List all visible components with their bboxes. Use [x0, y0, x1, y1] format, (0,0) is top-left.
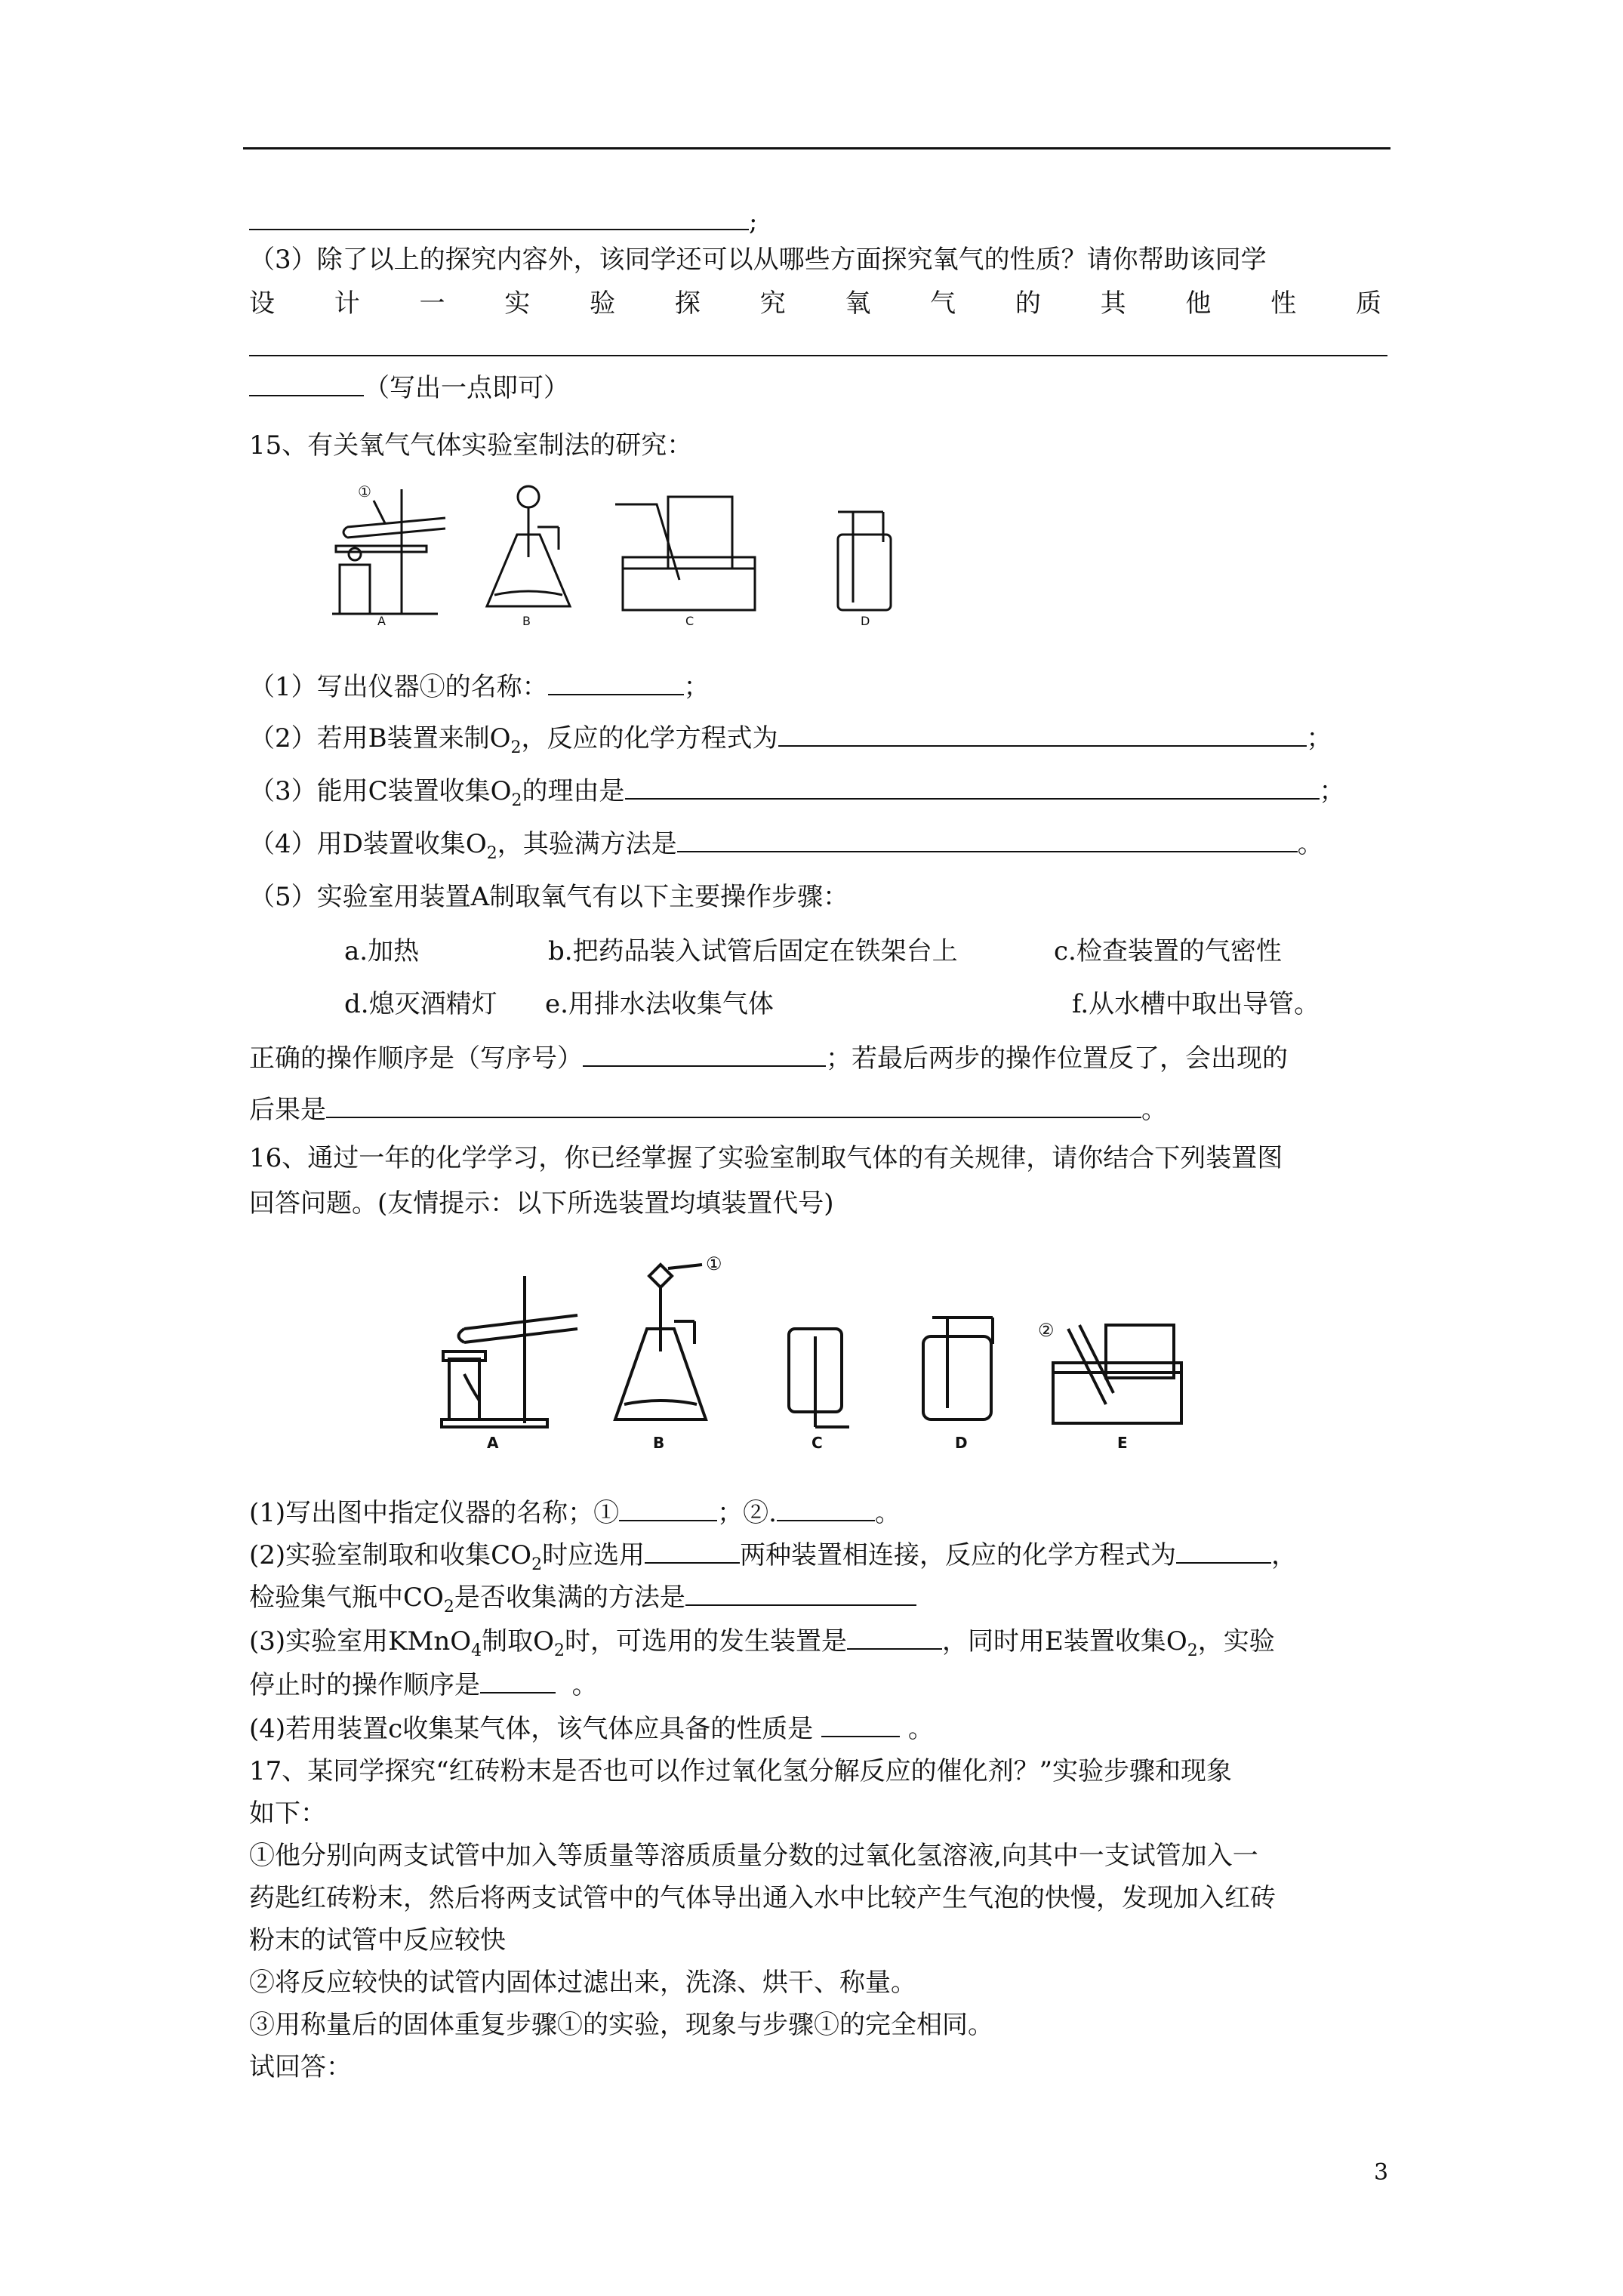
q14-3-hint: （写出一点即可） [249, 371, 569, 405]
q16-2-cont: 检验集气瓶中$CO_2$是否收集满的方法是 [249, 1581, 916, 1624]
apparatus-e [1038, 1320, 1181, 1423]
label-c: C [812, 1434, 823, 1450]
marker-2: ② [1038, 1320, 1055, 1341]
answer-blank [677, 828, 1298, 852]
q16-1: (1)写出图中指定仪器的名称；① ；②. 。 [249, 1498, 901, 1528]
q17-line-8: 试回答： [249, 2052, 352, 2082]
step-e: e.用排水法收集气体 [545, 989, 774, 1019]
answer-blank [777, 1497, 875, 1521]
answer-line-1: ; [249, 205, 757, 239]
step-c: c.检查装置的气密性 [1054, 936, 1282, 966]
answer-blank [625, 775, 1320, 800]
label-a: A [377, 614, 386, 625]
q16-line-1: 16、通过一年的化学学习，你已经掌握了实验室制取气体的有关规律，请你结合下列装置图 [249, 1143, 1283, 1173]
label-c: C [685, 614, 694, 625]
q15-2: （2）若用B装置来制$O_2$，反应的化学方程式为 ； [249, 723, 1332, 757]
answer-blank [326, 1094, 1141, 1118]
q17-line-6: ②将反应较快的试管内固体过滤出来，洗涤、烘干、称量。 [249, 1968, 916, 1998]
figure-apparatus-q15 [325, 474, 913, 625]
q15-title: 15、有关氧气气体实验室制法的研究： [249, 430, 693, 461]
label-b: B [522, 614, 531, 625]
apparatus-d [923, 1318, 993, 1419]
marker-1: ① [706, 1253, 722, 1274]
answer-blank [548, 671, 684, 695]
step-a: a.加热 [344, 936, 420, 966]
result-question: 后果是 。 [249, 1095, 1167, 1125]
answer-blank [645, 1539, 740, 1564]
apparatus-a [442, 1276, 577, 1427]
q17-line-3: ①他分别向两支试管中加入等质量等溶质质量分数的过氧化氢溶液,向其中一支试管加入一 [249, 1841, 1258, 1871]
apparatus-drawing-1 [325, 474, 913, 625]
step-f: f.从水槽中取出导管。 [1072, 989, 1320, 1019]
answer-blank [480, 1669, 556, 1693]
answer-blank [249, 372, 364, 396]
answer-blank [847, 1626, 942, 1650]
answer-blank [778, 723, 1307, 747]
marker-1: ① [358, 482, 371, 501]
q16-3-cont: 停止时的操作顺序是 。 [249, 1670, 598, 1700]
apparatus-c [789, 1329, 849, 1427]
q15-1: （1）写出仪器①的名称： ； [249, 672, 710, 702]
answer-blank [685, 1582, 916, 1606]
q14-3-text: （3）除了以上的探究内容外，该同学还可以从哪些方面探究氧气的性质？请你帮助该同学 [249, 245, 1267, 275]
q16-2: (2)实验室制取和收集$CO_2$时应选用 两种装置相连接，反应的化学方程式为 ， [249, 1540, 1298, 1574]
answer-blank [1176, 1539, 1271, 1564]
page-number: 3 [1374, 2159, 1389, 2186]
q17-line-4: 药匙红砖粉末，然后将两支试管中的气体导出通入水中比较产生气泡的快慢，发现加入红砖 [249, 1883, 1276, 1913]
q15-5: （5）实验室用装置A制取氧气有以下主要操作步骤： [249, 882, 849, 912]
label-d: D [861, 614, 870, 625]
apparatus-d [838, 512, 891, 610]
q15-3: （3）能用C装置收集$O_2$的理由是 ； [249, 776, 1345, 810]
step-d: d.熄灭酒精灯 [344, 989, 497, 1019]
apparatus-drawing-2 [434, 1253, 1189, 1450]
label-d: D [955, 1434, 968, 1450]
header-rule [243, 147, 1390, 149]
order-question: 正确的操作顺序是（写序号） ；若最后两步的操作位置反了，会出现的 [249, 1043, 1288, 1074]
figure-apparatus-q16 [434, 1253, 1189, 1450]
apparatus-c [615, 497, 755, 610]
label-b: B [653, 1434, 665, 1450]
q15-4: （4）用D装置收集$O_2$，其验满方法是 。 [249, 829, 1323, 863]
q16-line-2: 回答问题。(友情提示：以下所选装置均填装置代号) [249, 1188, 834, 1219]
label-a: A [487, 1434, 499, 1450]
q16-3: (3)实验室用KMnO$_4$制取$O_2$时，可选用的发生装置是 ，同时用E装置收集$O_2$，实验 [249, 1626, 1275, 1660]
q17-line-1: 17、某同学探究“红砖粉末是否也可以作过氧化氢分解反应的催化剂？”实验步骤和现象 [249, 1756, 1233, 1786]
answer-blank [583, 1043, 826, 1067]
label-e: E [1117, 1434, 1128, 1450]
answer-blank [249, 206, 749, 230]
answer-blank [821, 1713, 900, 1737]
step-b: b.把药品装入试管后固定在铁架台上 [548, 936, 958, 966]
q17-line-2: 如下： [249, 1798, 326, 1829]
q17-line-5: 粉末的试管中反应较快 [249, 1925, 506, 1955]
q14-3-spaced-text: 设 计 一 实 验 探 究 氧 气 的 其 他 性 质 [249, 288, 1381, 319]
q17-line-7: ③用称量后的固体重复步骤①的实验，现象与步骤①的完全相同。 [249, 2010, 993, 2040]
apparatus-b [615, 1253, 722, 1419]
apparatus-b [487, 486, 570, 606]
q16-4: (4)若用装置c收集某气体，该气体应具备的性质是 。 [249, 1714, 934, 1744]
answer-full-line [249, 355, 1387, 356]
answer-blank [619, 1497, 717, 1521]
apparatus-a [332, 482, 445, 614]
